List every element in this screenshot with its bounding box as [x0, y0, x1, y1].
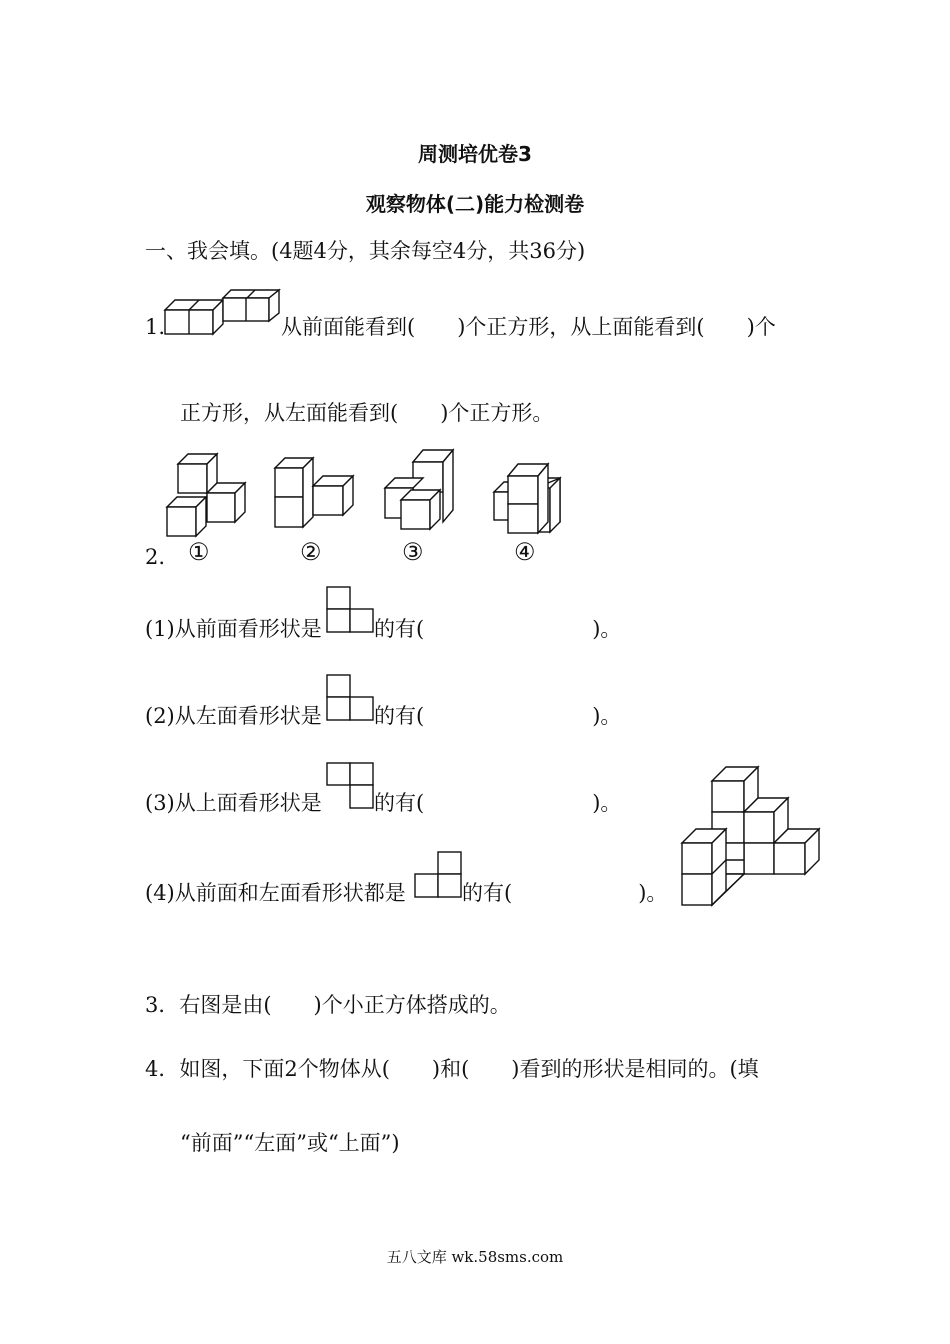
q2-sub3-prefix: (3)从上面看形状是 [145, 791, 322, 815]
q2-sub4-suffix: 的有( )。 [462, 881, 668, 905]
q2-label-1: ① [188, 538, 210, 566]
page-subtitle: 观察物体(二)能力检测卷 [365, 192, 585, 216]
q3-text: 3．右图是由( )个小正方体搭成的。 [145, 993, 511, 1017]
q2-sub1-suffix: 的有( )。 [374, 617, 622, 641]
q2-sub1-prefix: (1)从前面看形状是 [145, 617, 322, 641]
q1-number: 1. [145, 315, 166, 339]
q2-sub3-shape [326, 762, 374, 810]
q2-label-3: ③ [402, 538, 424, 566]
q2-sub1-shape [326, 586, 374, 634]
q2-figure-4 [492, 462, 567, 537]
q2-figure-1 [165, 452, 250, 540]
section-heading: 一、我会填。(4题4分，其余每空4分，共36分) [145, 239, 586, 263]
page-title: 周测培优卷3 [418, 142, 532, 166]
q2-sub4-prefix: (4)从前面和左面看形状都是 [145, 881, 406, 905]
q2-figure-3 [383, 448, 458, 533]
q2-figure-2 [273, 456, 358, 531]
q2-sub2-prefix: (2)从左面看形状是 [145, 704, 322, 728]
q2-sub3-suffix: 的有( )。 [374, 791, 622, 815]
q3-cube-figure [680, 765, 825, 910]
q2-label-4: ④ [514, 538, 536, 566]
q1-text-line1: 从前面能看到( )个正方形，从上面能看到( )个 [281, 315, 776, 339]
q2-sub2-shape [326, 674, 374, 722]
q2-label-2: ② [300, 538, 322, 566]
q2-sub4-shape [414, 851, 462, 899]
q1-text-line2: 正方形，从左面能看到( )个正方形。 [180, 401, 554, 425]
q1-cube-figure [163, 288, 283, 338]
footer-watermark: 五八文库 wk.58sms.com [386, 1248, 564, 1266]
q2-sub2-suffix: 的有( )。 [374, 704, 622, 728]
q4-text-line1: 4．如图，下面2个物体从( )和( )看到的形状是相同的。(填 [145, 1057, 759, 1081]
q4-text-line2: “前面”“左面”或“上面”) [180, 1131, 400, 1155]
q2-number: 2. [145, 545, 166, 569]
